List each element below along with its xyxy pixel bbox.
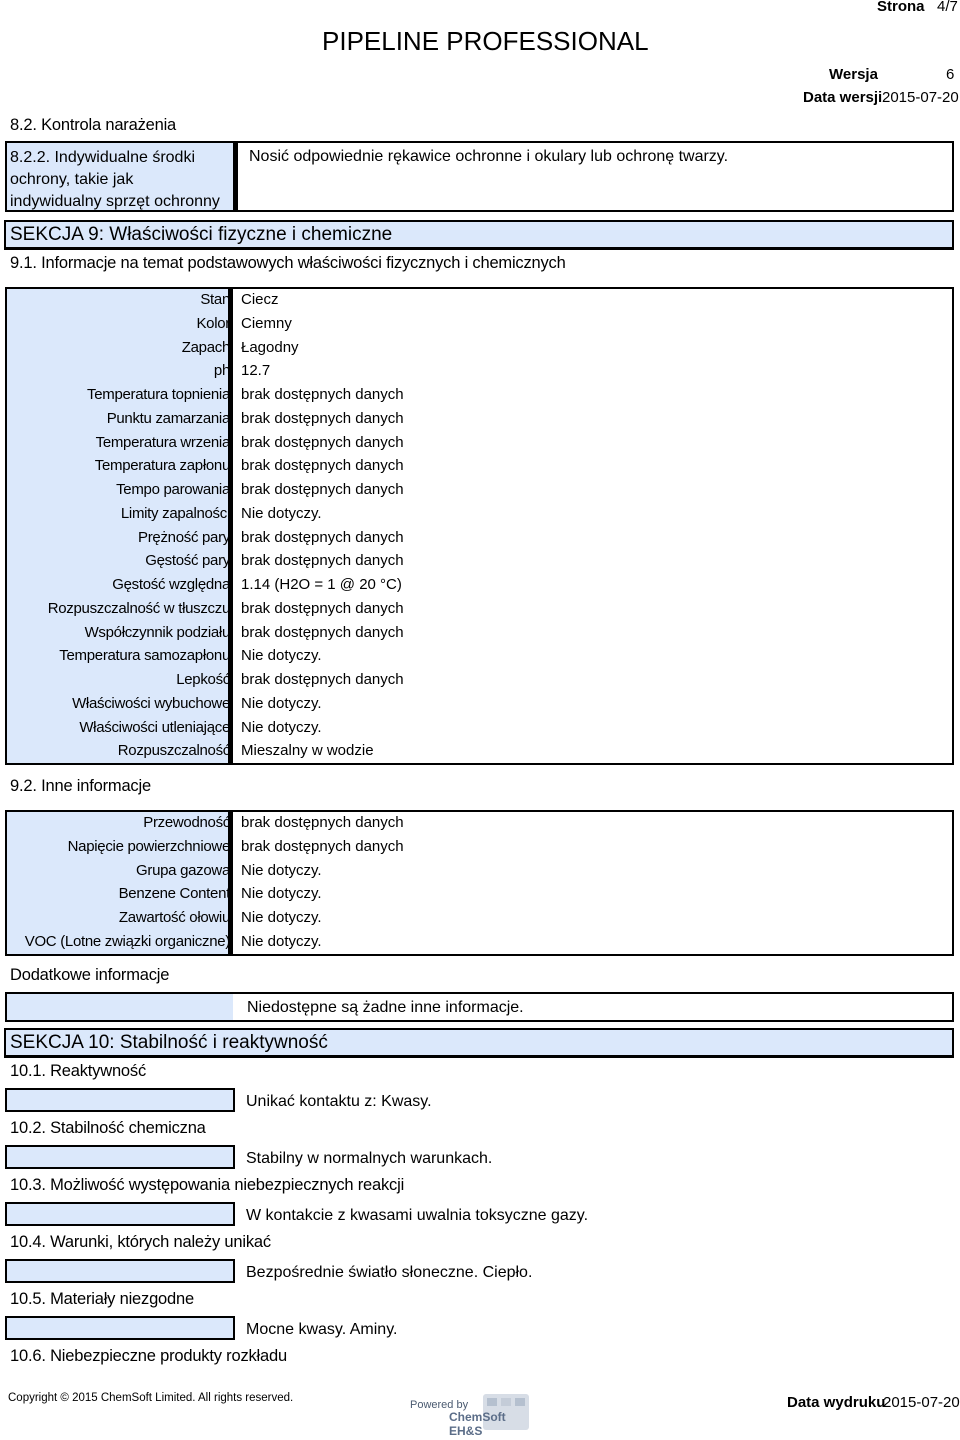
other-info-label: Przewodność: [143, 814, 230, 831]
property-value: Ciemny: [241, 314, 292, 332]
property-value: Nie dotyczy.: [241, 647, 322, 665]
property-label: Prężność pary: [138, 528, 230, 546]
page-label: Strona: [877, 0, 925, 15]
property-label: Rozpuszczalność: [117, 742, 230, 760]
property-value: brak dostępnych danych: [241, 671, 404, 688]
section-9-title: SEKCJA 9: Właściwości fizyczne i chemiczne: [4, 220, 954, 250]
property-label: Punktu zamarzania: [106, 409, 230, 427]
subheading-9-1: 9.1. Informacje na temat podstawowych właściwości fizycznych i chemicznych: [10, 254, 566, 272]
section-10-title: SEKCJA 10: Stabilność i reaktywność: [4, 1028, 954, 1058]
section-10-subheading: 10.2. Stabilność chemiczna: [10, 1119, 206, 1137]
property-value: Ciecz: [241, 291, 279, 308]
property-label: Stan: [200, 291, 230, 308]
section-10-label-box: [5, 1145, 235, 1169]
subheading-9-2: 9.2. Inne informacje: [10, 777, 151, 795]
ppe-label-cell: [7, 143, 238, 210]
other-info-value: Nie dotyczy.: [241, 861, 322, 879]
section-10-label-box: [5, 1259, 235, 1283]
property-label: Właściwości wybuchowe: [72, 694, 230, 712]
section-10-subheading: 10.3. Możliwość występowania niebezpiecznych reakcji: [10, 1176, 405, 1194]
property-label: Temperatura wrzenia: [95, 433, 230, 451]
ppe-box: [5, 141, 954, 212]
property-value: brak dostępnych danych: [241, 433, 404, 451]
ppe-value: Nosić odpowiednie rękawice ochronne i okulary lub ochronę twarzy.: [249, 148, 729, 165]
section-10-value: W kontakcie z kwasami uwalnia toksyczne gazy.: [246, 1207, 589, 1224]
other-info-value: Nie dotyczy.: [241, 885, 322, 903]
property-value: brak dostępnych danych: [241, 599, 404, 617]
property-value: brak dostępnych danych: [241, 623, 404, 641]
print-date-label: Data wydruku: [787, 1394, 886, 1411]
property-label: ph: [213, 362, 230, 380]
other-info-value: brak dostępnych danych: [241, 837, 404, 855]
section-10-subheading: 10.6. Niebezpieczne produkty rozkładu: [10, 1347, 287, 1365]
property-value: Łagodny: [241, 338, 299, 356]
version-value: 6: [946, 66, 955, 83]
properties-value-column: [233, 287, 954, 765]
version-date-value: 2015-07-20: [882, 89, 959, 106]
version-date-label: Data wersji: [803, 89, 883, 106]
other-info-value: brak dostępnych danych: [241, 814, 404, 831]
property-value: brak dostępnych danych: [241, 386, 404, 403]
ppe-label-line3: indywidualny sprzęt ochronny: [10, 193, 220, 210]
property-label: Temperatura zapłonu: [94, 457, 230, 475]
section-10-subheading: 10.5. Materiały niezgodne: [10, 1290, 194, 1308]
chemsoft-logo: [443, 1392, 533, 1438]
property-value: 12.7: [241, 362, 271, 380]
copyright: Copyright © 2015 ChemSoft Limited. All rights reserved.: [8, 1392, 294, 1404]
property-value: brak dostępnych danych: [241, 528, 404, 546]
section-10-value: Mocne kwasy. Aminy.: [246, 1321, 398, 1338]
property-label: Limity zapalności: [120, 504, 230, 522]
print-date-value: 2015-07-20: [883, 1394, 960, 1411]
property-value: brak dostępnych danych: [241, 552, 404, 570]
section-10-subheading: 10.1. Reaktywność: [10, 1062, 147, 1080]
other-info-label: Grupa gazowa: [136, 861, 230, 879]
property-label: Kolor: [196, 314, 230, 332]
other-info-label: Zawartość ołowiu: [118, 909, 230, 926]
section-10-label-box: [5, 1088, 235, 1112]
additional-info-box: [5, 992, 954, 1022]
property-label: Właściwości utleniające: [79, 718, 230, 736]
other-info-label: Napięcie powierzchniowe: [67, 837, 230, 855]
other-info-label: VOC (Lotne związki organiczne): [24, 932, 230, 950]
property-label: Lepkość: [176, 671, 230, 688]
property-value: Nie dotyczy.: [241, 694, 322, 712]
property-value: Nie dotyczy.: [241, 718, 322, 736]
ppe-label-line2: ochrony, takie jak: [10, 171, 134, 188]
property-value: Nie dotyczy.: [241, 504, 322, 522]
property-label: Temperatura topnienia: [87, 386, 230, 403]
subheading-8-2: 8.2. Kontrola narażenia: [10, 116, 177, 134]
property-label: Współczynnik podziału: [84, 623, 230, 641]
property-label: Temperatura samozapłonu: [59, 647, 230, 665]
property-value: brak dostępnych danych: [241, 409, 404, 427]
ppe-label-line1: 8.2.2. Indywidualne środki: [10, 149, 195, 166]
property-label: Zapach: [181, 338, 230, 356]
additional-info-value: Niedostępne są żadne inne informacje.: [247, 999, 524, 1016]
other-info-value: Nie dotyczy.: [241, 932, 322, 950]
additional-info-label: Dodatkowe informacje: [10, 966, 170, 984]
section-10-value: Bezpośrednie światło słoneczne. Ciepło.: [246, 1264, 533, 1281]
property-value: Mieszalny w wodzie: [241, 742, 374, 760]
logo-text: ChemSoft EH&S: [449, 1410, 506, 1438]
property-label: Gęstość względna: [112, 576, 230, 593]
other-info-label: Benzene Content: [118, 885, 230, 903]
property-value: brak dostępnych danych: [241, 481, 404, 498]
section-10-value: Unikać kontaktu z: Kwasy.: [246, 1093, 432, 1110]
property-label: Gęstość pary: [145, 552, 230, 570]
product-title: PIPELINE PROFESSIONAL: [322, 26, 649, 56]
property-value: brak dostępnych danych: [241, 457, 404, 475]
page-number: 4/7: [937, 0, 958, 15]
property-label: Rozpuszczalność w tłuszczu: [47, 599, 230, 617]
version-label: Wersja: [829, 66, 878, 83]
other-info-value: Nie dotyczy.: [241, 909, 322, 926]
property-label: Tempo parowania: [116, 481, 230, 498]
section-10-label-box: [5, 1316, 235, 1340]
section-10-value: Stabilny w normalnych warunkach.: [246, 1150, 493, 1167]
powered-by: Powered by: [410, 1399, 469, 1411]
section-10-subheading: 10.4. Warunki, których należy unikać: [10, 1233, 271, 1251]
section-10-label-box: [5, 1202, 235, 1226]
property-value: 1.14 (H2O = 1 @ 20 °C): [241, 576, 402, 593]
